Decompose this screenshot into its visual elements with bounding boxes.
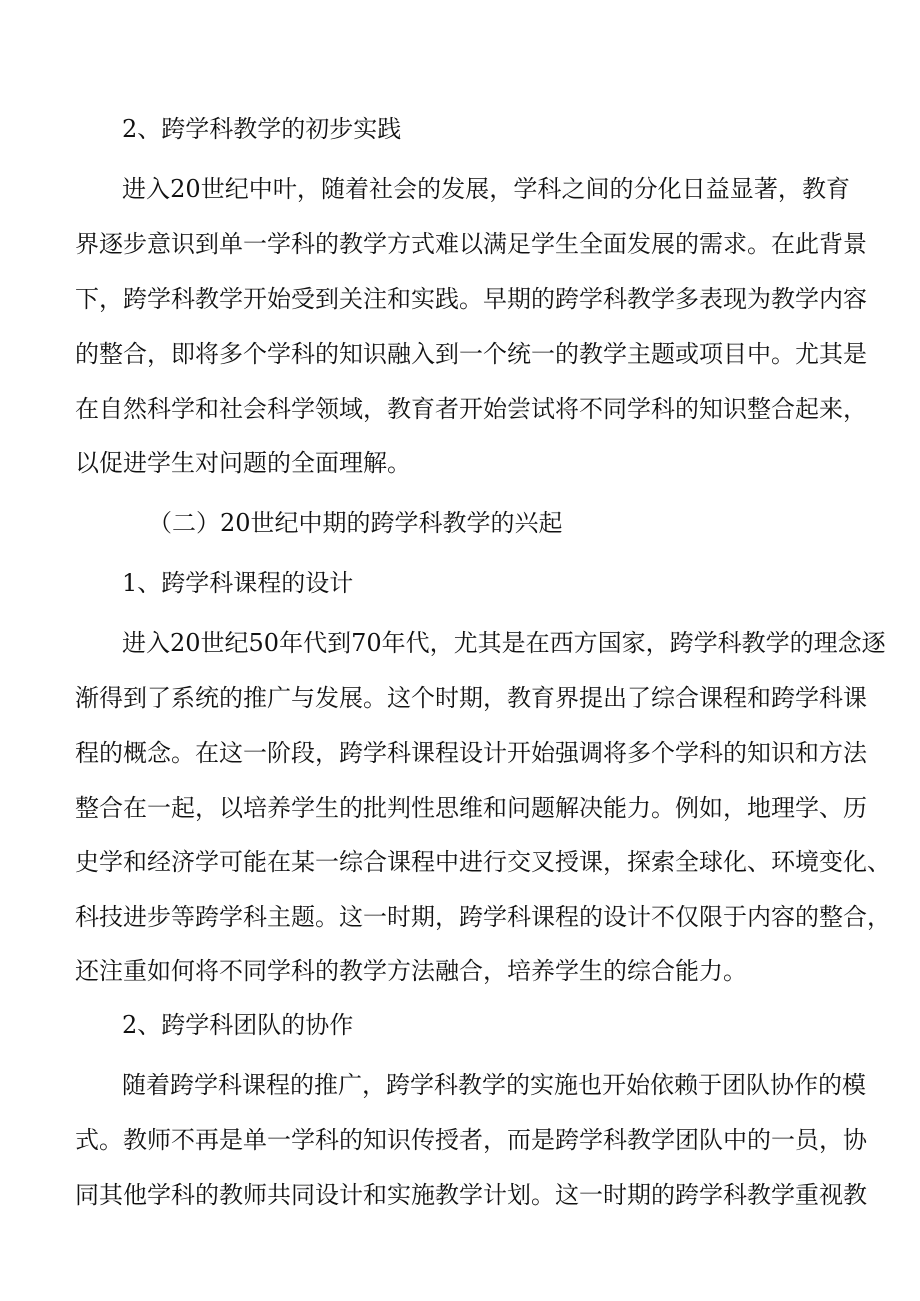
paragraph-line: 程的概念。在这一阶段，跨学科课程设计开始强调将多个学科的知识和方法 [75,739,867,767]
paragraph-line: 以促进学生对问题的全面理解。 [75,449,411,477]
paragraph-line: 进入20世纪50年代到70年代，尤其是在西方国家，跨学科教学的理念逐 [122,629,886,657]
paragraph-line: 进入20世纪中叶，随着社会的发展，学科之间的分化日益显著，教育 [122,175,850,203]
heading-initial-practice: 2、跨学科教学的初步实践 [122,115,402,143]
paragraph-line: 随着跨学科课程的推广，跨学科教学的实施也开始依赖于团队协作的模 [122,1071,866,1099]
paragraph-line: 在自然科学和社会科学领域，教育者开始尝试将不同学科的知识整合起来， [75,395,867,423]
heading-curriculum-design: 1、跨学科课程的设计 [122,569,354,597]
paragraph-line: 渐得到了系统的推广与发展。这个时期，教育界提出了综合课程和跨学科课 [75,684,867,712]
heading-team-collaboration: 2、跨学科团队的协作 [122,1011,354,1039]
paragraph-line: 史学和经济学可能在某一综合课程中进行交叉授课，探索全球化、环境变化、 [75,848,891,876]
paragraph-line: 式。教师不再是单一学科的知识传授者，而是跨学科教学团队中的一员，协 [75,1126,867,1154]
paragraph-line: 界逐步意识到单一学科的教学方式难以满足学生全面发展的需求。在此背景 [75,230,867,258]
paragraph-line: 科技进步等跨学科主题。这一时期，跨学科课程的设计不仅限于内容的整合， [75,903,891,931]
paragraph-line: 同其他学科的教师共同设计和实施教学计划。这一时期的跨学科教学重视教 [75,1181,867,1209]
paragraph-line: 还注重如何将不同学科的教学方法融合，培养学生的综合能力。 [75,957,747,985]
paragraph-line: 的整合，即将多个学科的知识融入到一个统一的教学主题或项目中。尤其是 [75,340,867,368]
section-heading-mid-century: （二）20世纪中期的跨学科教学的兴起 [148,509,563,537]
paragraph-line: 下，跨学科教学开始受到关注和实践。早期的跨学科教学多表现为教学内容 [75,285,867,313]
paragraph-line: 整合在一起，以培养学生的批判性思维和问题解决能力。例如，地理学、历 [75,794,867,822]
